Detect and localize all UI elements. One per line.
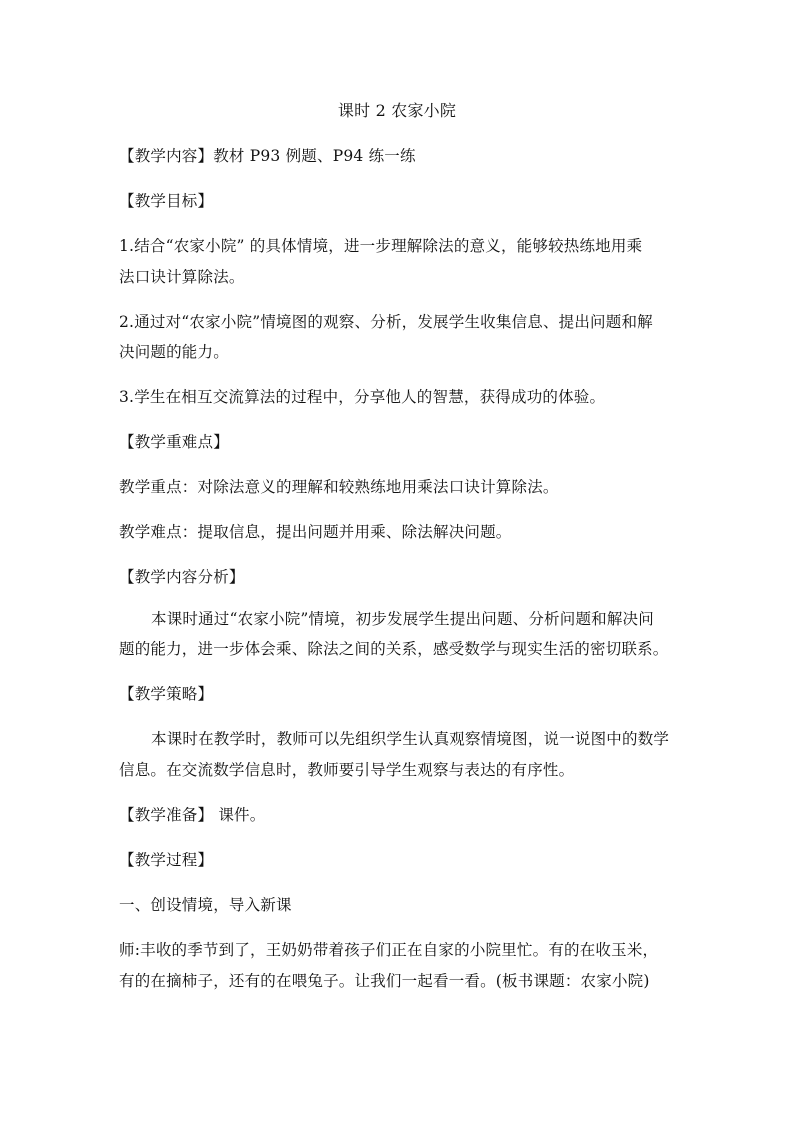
lesson-title: 课时 2 农家小院 (337, 101, 457, 120)
content-analysis-line-1: 本课时通过“农家小院”情境，初步发展学生提出问题、分析问题和解决问 (151, 610, 654, 628)
heading-content-analysis: 【教学内容分析】 (119, 568, 245, 586)
strategy-line-2: 信息。在交流数学信息时，教师要引导学生观察与表达的有序性。 (119, 761, 575, 779)
goal-1-line-1: 1.结合“农家小院” 的具体情境，进一步理解除法的意义，能够较热练地用乘 (119, 237, 643, 255)
heading-teaching-process: 【教学过程】 (119, 851, 214, 869)
heading-teaching-strategy: 【教学策略】 (119, 685, 214, 703)
teaching-preparation-line: 【教学准备】 课件。 (119, 806, 266, 824)
teacher-line-1: 师:丰收的季节到了，王奶奶带着孩子们正在自家的小院里忙。有的在收玉米， (119, 941, 659, 959)
heading-key-difficult-points: 【教学重难点】 (119, 433, 229, 451)
content-analysis-line-2: 题的能力，进一步体会乘、除法之间的关系，感受数学与现实生活的密切联系。 (119, 640, 669, 658)
teacher-line-2: 有的在摘柿子，还有的在喂兔子。让我们一起看一看。(板书课题：农家小院) (119, 972, 650, 990)
difficult-point-line: 教学难点：提取信息，提出问题并用乘、除法解决问题。 (119, 523, 512, 541)
teaching-content-line: 【教学内容】教材 P93 例题、P94 练一练 (119, 147, 416, 165)
strategy-line-1: 本课时在教学时，教师可以先组织学生认真观察情境图，说一说图中的数学 (151, 730, 670, 748)
goal-2-line-2: 决问题的能力。 (119, 343, 229, 361)
goal-2-line-1: 2.通过对“农家小院”情境图的观察、分析，发展学生收集信息、提出问题和解 (119, 313, 653, 331)
heading-teaching-goals: 【教学目标】 (119, 192, 214, 210)
goal-1-line-2: 法口诀计算除法。 (119, 268, 245, 286)
goal-3-line: 3.学生在相互交流算法的过程中，分享他人的智慧，获得成功的体验。 (119, 388, 606, 406)
key-point-line: 教学重点：对除法意义的理解和较熟练地用乘法口诀计算除法。 (119, 478, 559, 496)
section-1-heading: 一、创设情境，导入新课 (119, 896, 292, 914)
